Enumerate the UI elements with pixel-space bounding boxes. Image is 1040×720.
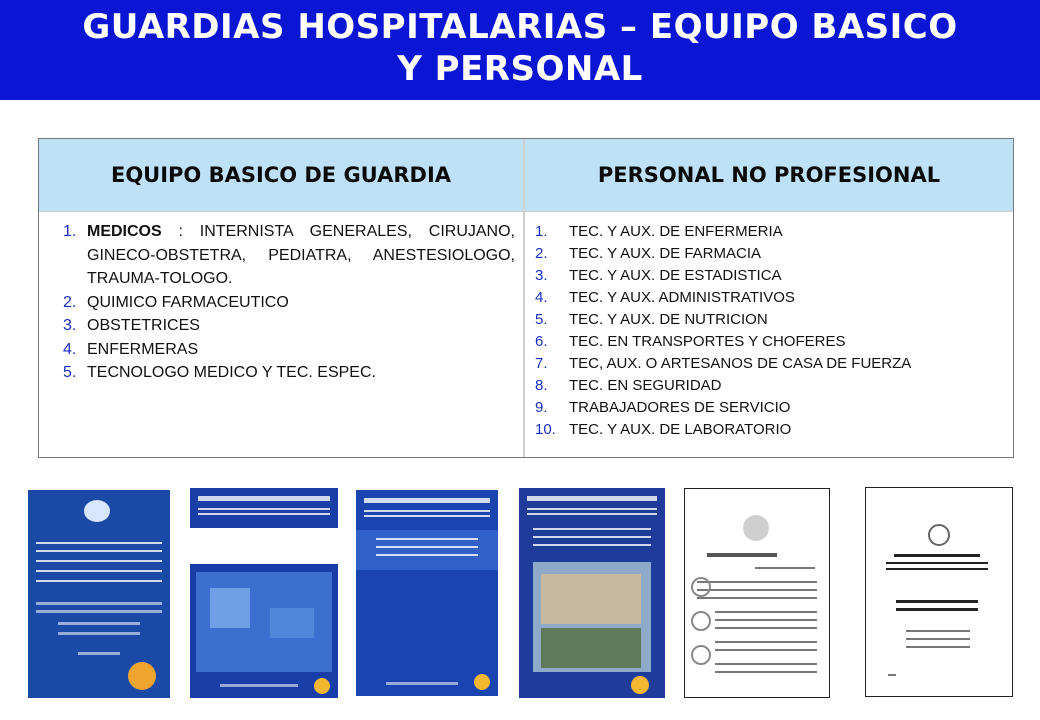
list-item — [63, 220, 515, 291]
item-number: 2. — [535, 245, 548, 262]
health-professionals-book-cover — [519, 488, 665, 698]
item-text: TEC. Y AUX. DE LABORATORIO — [569, 421, 792, 438]
item-text: TEC. Y AUX. ADMINISTRATIVOS — [569, 289, 795, 306]
list-item — [63, 361, 515, 385]
item-text: TEC, AUX. O ARTESANOS DE CASA DE FUERZA — [569, 355, 912, 372]
ministry-logo-icon — [84, 500, 110, 522]
item-text: TRABAJADORES DE SERVICIO — [569, 399, 791, 416]
list-item — [535, 419, 1007, 441]
item-number: 8. — [535, 377, 548, 394]
item-number: 2. — [63, 293, 77, 311]
item-text: TEC. Y AUX. DE FARMACIA — [569, 245, 761, 262]
seal-icon — [128, 662, 156, 690]
list-item — [63, 338, 515, 362]
item-number: 6. — [535, 333, 548, 350]
item-text: TECNOLOGO MEDICO Y TEC. ESPEC. — [87, 364, 376, 381]
pension-norms-document — [865, 487, 1013, 697]
non-professional-list — [535, 221, 1007, 441]
item-number: 1. — [63, 223, 77, 240]
guardias-normativity-book-cover — [28, 490, 170, 698]
stamp-icon — [691, 645, 711, 665]
item-number: 9. — [535, 399, 548, 416]
seal-icon — [631, 676, 649, 694]
item-text: OBSTETRICES — [87, 317, 200, 334]
item-number: 1. — [535, 223, 548, 240]
basic-team-list — [63, 220, 515, 385]
item-number: 5. — [63, 364, 77, 381]
item-text: : INTERNISTA GENERALES, CIRUJANO, GINECO-OBSTETRA, PEDIATRA, ANESTESIOLOGO, TRAUMA-TOLOGO. — [87, 223, 515, 287]
item-text: TEC. Y AUX. DE NUTRICION — [569, 311, 768, 328]
item-text: ENFERMERAS — [87, 340, 199, 358]
list-item — [535, 265, 1007, 287]
seal-icon — [474, 674, 490, 690]
ministerial-resolution-document — [684, 488, 830, 698]
item-number: 10. — [535, 421, 556, 438]
stamp-icon — [691, 577, 711, 597]
list-item — [535, 243, 1007, 265]
list-item — [535, 353, 1007, 375]
list-item — [535, 309, 1007, 331]
left-column-body — [39, 211, 525, 457]
item-text: TEC. Y AUX. DE ENFERMERIA — [569, 223, 783, 240]
list-item — [535, 221, 1007, 243]
right-column-body — [525, 211, 1013, 457]
item-text: TEC. EN SEGURIDAD — [569, 377, 722, 394]
item-number: 3. — [535, 267, 548, 284]
item-number: 4. — [63, 340, 77, 358]
item-bold-label: MEDICOS — [87, 223, 162, 240]
item-number: 3. — [63, 317, 77, 334]
title-banner — [0, 0, 1040, 100]
compendium-norms-book-cover — [190, 488, 338, 698]
item-text: TEC. EN TRANSPORTES Y CHOFERES — [569, 333, 846, 350]
right-column-header: PERSONAL NO PROFESIONAL — [525, 139, 1013, 211]
left-column-header: EQUIPO BASICO DE GUARDIA — [39, 139, 525, 211]
item-number: 5. — [535, 311, 548, 328]
coat-of-arms-icon — [743, 515, 769, 541]
item-number: 7. — [535, 355, 548, 372]
list-item — [535, 397, 1007, 419]
list-item — [535, 287, 1007, 309]
item-number: 4. — [535, 289, 548, 306]
item-text: QUIMICO FARMACEUTICO — [87, 293, 289, 311]
legal-norms-book-cover — [356, 490, 498, 696]
stamp-icon — [691, 611, 711, 631]
list-item — [535, 375, 1007, 397]
title-line-2: Y PERSONAL — [397, 49, 643, 89]
list-item — [63, 314, 515, 338]
list-item — [535, 331, 1007, 353]
seal-icon — [314, 678, 330, 694]
title-line-1: GUARDIAS HOSPITALARIAS – EQUIPO BASICO — [82, 7, 958, 47]
ministry-logo-icon — [928, 524, 950, 546]
staff-table — [38, 138, 1014, 458]
list-item — [63, 291, 515, 315]
item-text: TEC. Y AUX. DE ESTADISTICA — [569, 267, 782, 284]
